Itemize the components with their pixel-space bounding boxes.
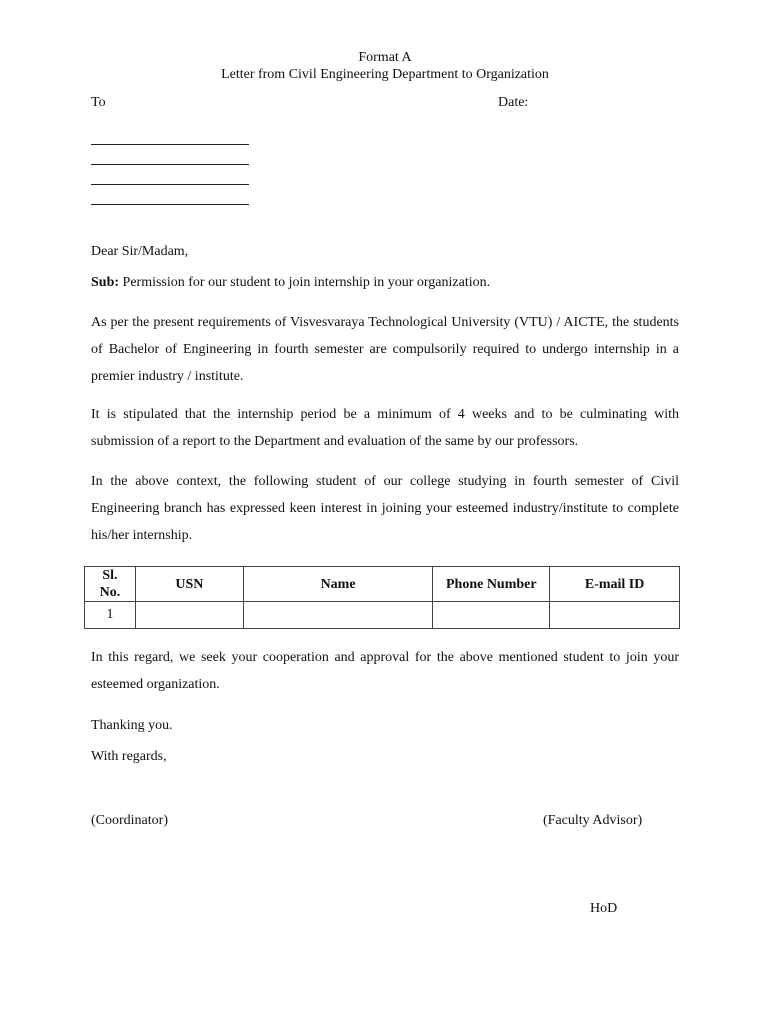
to-label: To	[91, 95, 106, 110]
header-phone: Phone Number	[433, 567, 550, 602]
address-line	[91, 144, 249, 145]
header-name: Name	[243, 567, 433, 602]
header-sl-no	[85, 567, 136, 602]
regards-line: With regards,	[91, 749, 167, 764]
header-no-text: No.	[99, 585, 121, 600]
header-email: E-mail ID	[550, 567, 680, 602]
paragraph-request: In this regard, we seek your cooperation and approval for the above mentioned student to join your esteemed organization.	[91, 650, 679, 692]
cell-email	[550, 602, 680, 629]
paragraph-requirements: As per the present requirements of Visvesvaraya Technological University (VTU) / AICTE, the students of Bachelor of Engineering in fourth semester are compulsorily required to undergo internship in a premier industry / institute.	[91, 315, 679, 384]
date-label: Date:	[498, 95, 529, 110]
cell-name	[243, 602, 433, 629]
cell-sl: 1	[85, 602, 136, 629]
table-header-row	[85, 567, 680, 602]
address-line	[91, 204, 249, 205]
cell-phone	[433, 602, 550, 629]
student-table	[84, 566, 680, 629]
table-row	[85, 602, 680, 629]
thanks-line: Thanking you.	[91, 718, 173, 733]
paragraph-stipulation: It is stipulated that the internship period be a minimum of 4 weeks and to be culminating with submission of a report to the Department and evaluation of the same by our professors.	[91, 407, 679, 449]
cell-usn	[135, 602, 243, 629]
paragraph-context: In the above context, the following student of our college studying in fourth semester of Civil Engineering branch has expressed keen interest in joining your esteemed industry/institute to complete his/her internship.	[91, 474, 679, 543]
header-usn: USN	[135, 567, 243, 602]
address-line	[91, 184, 249, 185]
coordinator-signature: (Coordinator)	[91, 813, 168, 828]
letter-subtitle: Letter from Civil Engineering Department to Organization	[221, 67, 549, 82]
address-line	[91, 164, 249, 165]
format-title: Format A	[358, 50, 412, 65]
faculty-advisor-signature: (Faculty Advisor)	[543, 813, 643, 828]
subject-label: Sub:	[91, 275, 120, 290]
greeting: Dear Sir/Madam,	[91, 244, 189, 259]
header-sl-text: Sl.	[102, 568, 118, 583]
subject-text: Permission for our student to join internship in your organization.	[122, 275, 491, 290]
subject-line	[91, 275, 490, 291]
hod-signature: HoD	[590, 901, 618, 916]
